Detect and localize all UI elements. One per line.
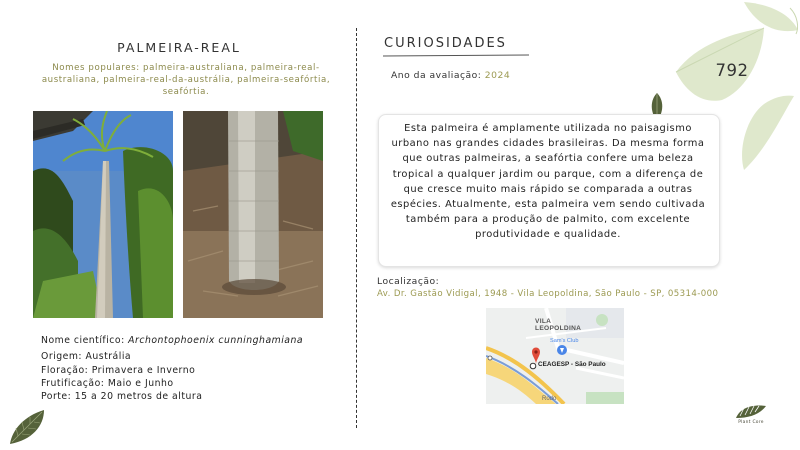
- curiosities-heading: CURIOSIDADES: [384, 36, 507, 51]
- heading-underline: [383, 54, 529, 57]
- origin: Origem: Austrália: [41, 351, 132, 363]
- map-place-label: CEAGESP - São Paulo: [538, 361, 606, 368]
- fruiting: Frutificação: Maio e Junho: [41, 377, 174, 389]
- plant-core-logo-text: Plant Core: [738, 420, 764, 425]
- curiosities-text: Esta palmeira é amplamente utilizada no paisagismo urbano nas grandes cidades brasileiras. Da mesma forma que outras palmeiras, a seafórtia confere uma beleza tropical a qualquer jardim ou parque, com a diferença de que cresce muito mais rápido se comparada a outras espécies. Atualmente, esta palmeira vem sendo cultivada também para a produção de palmito, com excelente produtividade e qualidade.: [390, 123, 706, 241]
- map-road-label: Rodo: [542, 396, 557, 402]
- species-info: [41, 334, 303, 403]
- map-poi-label: Sam's Club: [550, 338, 579, 344]
- tree-number: 792: [715, 61, 749, 80]
- palm-photo-canopy: [33, 111, 173, 318]
- palm-photo-trunk: [183, 111, 323, 318]
- species-title: PALMEIRA-REAL: [117, 40, 241, 55]
- evaluation-year: [391, 70, 510, 81]
- scientific-name-row: [41, 334, 303, 347]
- size: Porte: 15 a 20 metros de altura: [41, 391, 203, 403]
- location-map[interactable]: [486, 308, 624, 404]
- location-label: Localização:: [377, 276, 440, 287]
- evaluation-year-value: 2024: [484, 70, 511, 81]
- leaf-decoration-bottom-left: [8, 408, 48, 446]
- map-district-line1: VILA: [535, 318, 552, 325]
- evaluation-year-label: Ano da avaliação:: [391, 70, 485, 81]
- flowering: Floração: Primavera e Inverno: [41, 364, 196, 376]
- location-address: Av. Dr. Gastão Vidigal, 1948 - Vila Leopoldina, São Paulo - SP, 05314-000: [377, 289, 719, 299]
- plant-core-logo-icon: [734, 402, 768, 420]
- scientific-name-label: Nome científico:: [41, 335, 129, 346]
- popular-names: Nomes populares: palmeira-australiana, palmeira-real-australiana, palmeira-real-da-austrália, palmeira-seafórtia, seafórtia.: [41, 63, 331, 97]
- column-divider: [356, 28, 357, 428]
- scientific-name: Archontophoenix cunninghamiana: [128, 335, 304, 346]
- map-district-line2: LEOPOLDINA: [535, 325, 582, 333]
